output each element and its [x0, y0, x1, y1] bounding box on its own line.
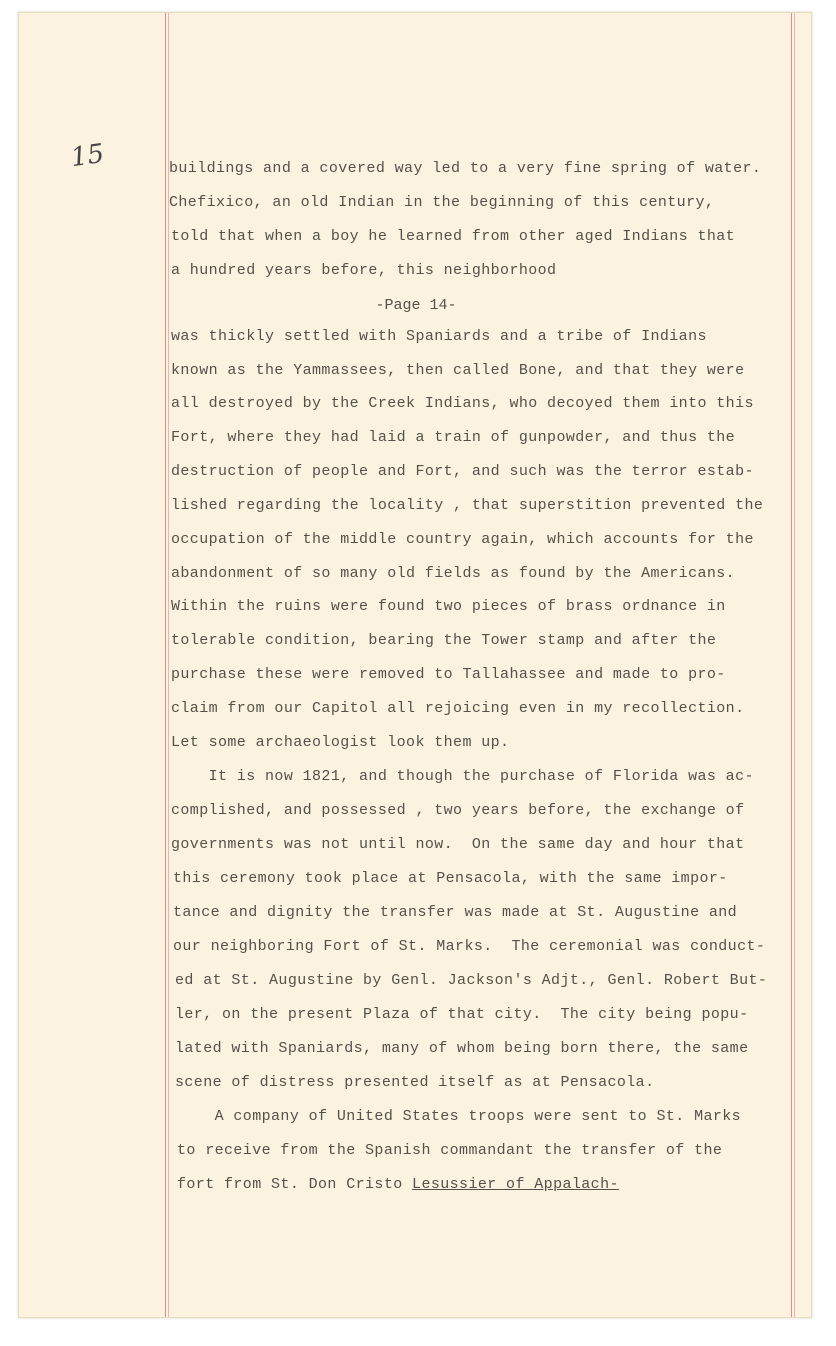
text-line: claim from our Capitol all rejoicing even in my recollection. [171, 700, 745, 717]
text-line: lished regarding the locality , that superstition prevented the [171, 497, 764, 514]
text-line: A company of United States troops were sent to St. Marks [177, 1108, 742, 1125]
text-line: ler, on the present Plaza of that city. The city being popu- [175, 1006, 749, 1023]
text-line: our neighboring Fort of St. Marks. The ceremonial was conduct- [173, 938, 766, 955]
text-line: Chefixico, an old Indian in the beginning of this century, [169, 194, 715, 211]
text-line: scene of distress presented itself as at Pensacola. [175, 1074, 655, 1091]
text-line: Within the ruins were found two pieces of brass ordnance in [171, 598, 726, 615]
handwritten-page-number: 15 [69, 138, 107, 174]
text-line-start: fort from St. Don Cristo [177, 1176, 413, 1193]
right-margin-line-2 [794, 13, 795, 1317]
text-line: tolerable condition, bearing the Tower stamp and after the [171, 632, 717, 649]
text-line: lated with Spaniards, many of whom being born there, the same [175, 1040, 749, 1057]
left-margin-line [165, 13, 166, 1317]
right-margin-line [791, 13, 792, 1317]
text-line: buildings and a covered way led to a very fine spring of water. [169, 160, 762, 177]
text-line: to receive from the Spanish commandant the transfer of the [177, 1142, 723, 1159]
text-line: It is now 1821, and though the purchase of Florida was ac- [171, 768, 754, 785]
document-page [18, 12, 812, 1318]
text-line: occupation of the middle country again, which accounts for the [171, 531, 754, 548]
text-line: Let some archaeologist look them up. [171, 734, 510, 751]
text-line: destruction of people and Fort, and such was the terror estab- [171, 463, 754, 480]
text-line: this ceremony took place at Pensacola, with the same impor- [173, 870, 728, 887]
text-line-last [177, 1177, 619, 1192]
text-line: known as the Yammassees, then called Bone, and that they were [171, 362, 745, 379]
underlined-name: Lesussier of Appalach- [412, 1176, 619, 1193]
text-line: all destroyed by the Creek Indians, who decoyed them into this [171, 395, 754, 412]
text-line: governments was not until now. On the same day and hour that [171, 836, 745, 853]
page-marker: -Page 14- [375, 297, 457, 314]
text-line: complished, and possessed , two years before, the exchange of [171, 802, 745, 819]
text-line: told that when a boy he learned from other aged Indians that [171, 228, 736, 245]
text-line: purchase these were removed to Tallahassee and made to pro- [171, 666, 726, 683]
text-line: abandonment of so many old fields as found by the Americans. [171, 565, 736, 582]
text-line: ed at St. Augustine by Genl. Jackson's Adjt., Genl. Robert But- [175, 972, 768, 989]
text-line: a hundred years before, this neighborhood [171, 262, 557, 279]
text-line: tance and dignity the transfer was made at St. Augustine and [173, 904, 738, 921]
text-line: was thickly settled with Spaniards and a tribe of Indians [171, 328, 707, 345]
text-line: Fort, where they had laid a train of gunpowder, and thus the [171, 429, 736, 446]
